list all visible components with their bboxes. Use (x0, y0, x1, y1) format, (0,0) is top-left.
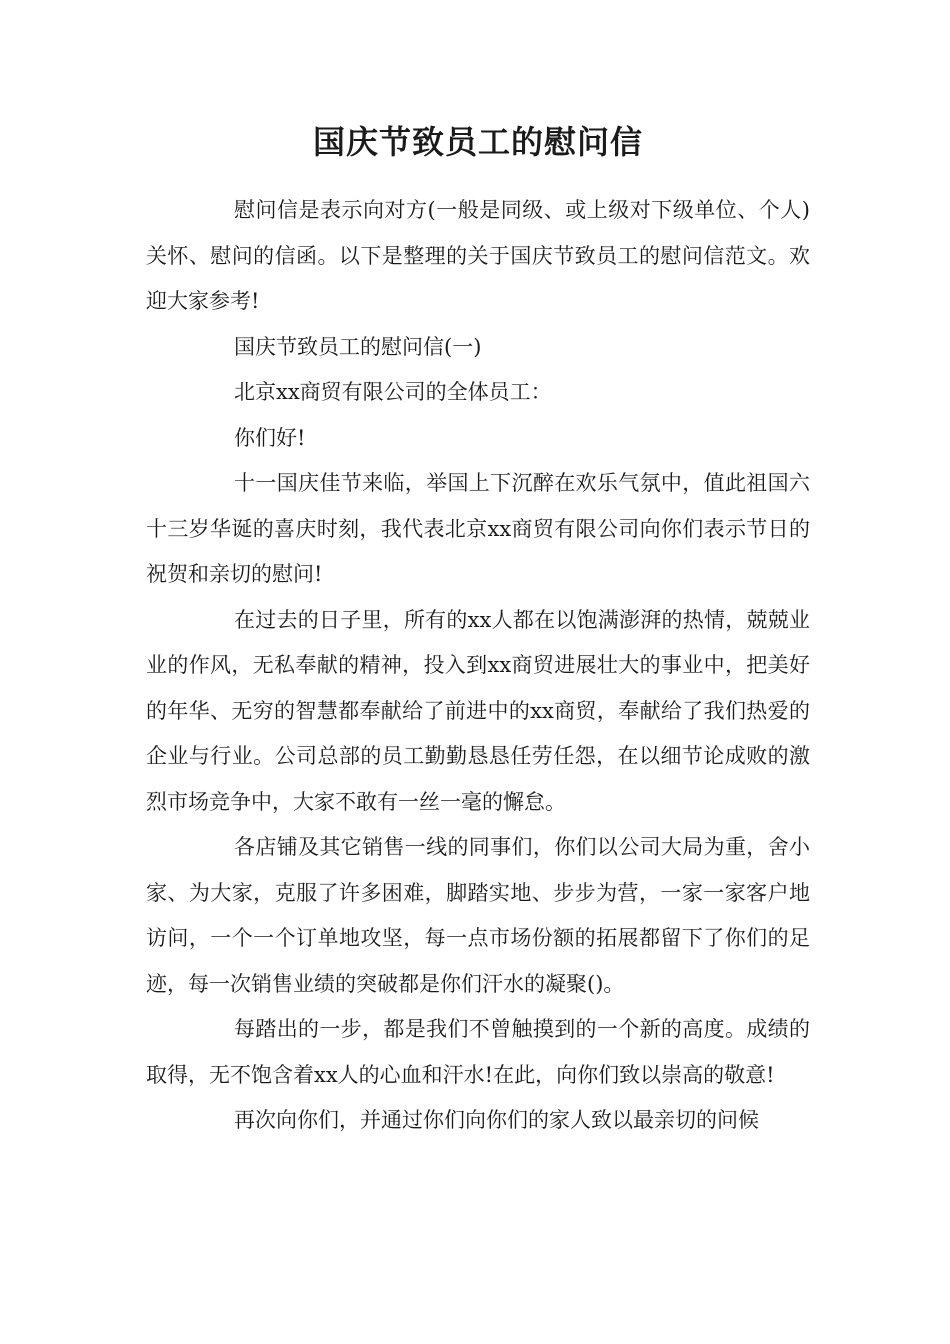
paragraph-intro: 慰问信是表示向对方(一般是同级、或上级对下级单位、个人)关怀、慰问的信函。以下是整理的关于国庆节致员工的慰问信范文。欢迎大家参考! (146, 198, 810, 313)
paragraph-letter-heading: 国庆节致员工的慰问信(一) (234, 334, 482, 359)
paragraph-salutation: 北京xx商贸有限公司的全体员工： (234, 380, 552, 404)
document-title: 国庆节致员工的慰问信 (312, 123, 643, 161)
paragraph-greeting: 你们好! (234, 425, 306, 450)
paragraph-body-3: 各店铺及其它销售一线的同事们，你们以公司大局为重，舍小家、为大家，克服了许多困难，脚踏实地、步步为营，一家一家客户地访问，一个一个订单地攻坚，每一点市场份额的拓展都留下了你们的足迹，每一次销售业绩的突破都是你们汗水的凝聚()。 (146, 835, 810, 996)
paragraph-body-5: 再次向你们，并通过你们向你们的家人致以最亲切的问候 (234, 1108, 759, 1132)
paragraph-body-2: 在过去的日子里，所有的xx人都在以饱满澎湃的热情，兢兢业业的作风，无私奉献的精神，投入到xx商贸进展壮大的事业中，把美好的年华、无穷的智慧都奉献给了前进中的xx商贸，奉献给了我们热爱的企业与行业。公司总部的员工勤勤恳恳任劳任怨，在以细节论成败的激烈市场竞争中，大家不敢有一丝一毫的懈怠。 (146, 607, 810, 814)
paragraph-body-1: 十一国庆佳节来临，举国上下沉醉在欢乐气氛中，值此祖国六十三岁华诞的喜庆时刻，我代表北京xx商贸有限公司向你们表示节日的祝贺和亲切的慰问! (146, 471, 810, 586)
paragraph-body-4: 每踏出的一步，都是我们不曾触摸到的一个新的高度。成绩的取得，无不饱含着xx人的心血和汗水!在此，向你们致以崇高的敬意! (146, 1017, 810, 1087)
